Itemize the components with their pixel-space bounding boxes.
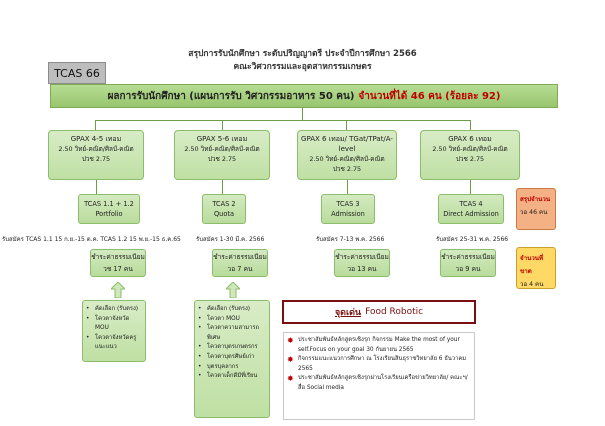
gpax-box-4 — [420, 130, 520, 180]
list2-item: โควตาความสามารถพิเศษ — [207, 325, 259, 341]
summary-missing-value: วอ 4 คน — [520, 281, 544, 288]
gpax-line2-3: ปวช 2.75 — [332, 165, 362, 173]
summary-total-box — [516, 188, 556, 230]
gpax-head-1: GPAX 4-5 เทอม — [70, 135, 122, 143]
fee-label-2: ชำระค่าธรรมเนียม — [213, 253, 267, 261]
activity-item: ประชาสัมพันธ์หลักสูตรเชิงรุก กิจกรรม Make the most of your self.Focus on your goal 30 กันยายน 2565 — [298, 337, 460, 353]
tcas-tab: TCAS 66 — [48, 62, 106, 84]
fee-label-4: ชำระค่าธรรมเนียม — [441, 253, 495, 261]
summary-missing-label: จำนวนที่ขาด — [520, 255, 544, 275]
fee-count-3: วอ 13 คน — [347, 265, 377, 273]
connector-drop-3 — [346, 120, 347, 130]
highlight-text: Food Robotic — [365, 307, 424, 317]
fee-box-2 — [212, 249, 268, 277]
quota-list-1: • คัดเลือก (รับตรง) • โควตาจังหวัด MOU • โควตาจังหวัดครู แนะแนว — [82, 300, 146, 362]
gpax-line2-1: ปวช 2.75 — [81, 155, 111, 163]
summary-total-value: วอ 46 คน — [520, 209, 548, 216]
round-title-3: TCAS 3 — [336, 200, 360, 208]
fee-box-1 — [90, 249, 146, 277]
list1-item: โควตาจังหวัดครู แนะแนว — [95, 334, 137, 351]
highlight-box — [282, 300, 476, 324]
connector-round-4 — [470, 180, 471, 194]
round-subtitle-4: Direct Admission — [443, 210, 499, 218]
gpax-line1-4: 2.50 วิทย์-คณิต/ศิลป์-คณิต — [432, 145, 508, 153]
round-title-2: TCAS 2 — [212, 200, 236, 208]
gpax-box-2 — [174, 130, 270, 180]
list1-item: โควตาจังหวัด MOU — [95, 315, 130, 332]
fee-label-3: ชำระค่าธรรมเนียม — [335, 253, 389, 261]
connector-drop-4 — [470, 120, 471, 130]
round-box-1 — [78, 194, 140, 224]
summary-total-label: สรุปจำนวน — [520, 196, 551, 203]
connector-round-1 — [96, 180, 97, 194]
list1-item: คัดเลือก (รับตรง) — [95, 306, 139, 312]
registration-1: รับสมัคร TCAS 1.1 15 ก.ย.-15 ต.ค. TCAS 1.2 15 พ.ย.-15 ธ.ค.65 — [2, 236, 181, 243]
summary-missing-box — [516, 247, 556, 289]
quota-list-2: • คัดเลือก (รับตรง) • โควตา MOU • โควตาความสามารถพิเศษ • โควตาบุตรเกษตรกร • โควตาบุตรศิษย์เก่า • บุตรบุคลากร • โควตาเด็กดีมีที่เรียน — [194, 300, 270, 418]
fee-count-1: วช 17 คน — [103, 265, 133, 273]
activities-box — [283, 332, 475, 420]
activity-item: กิจกรรมแนะแนวการศึกษา ณ โรงเรียนสินธุราชวิทยาลัย 6 ธันวาคม 2565 — [298, 356, 467, 372]
fee-count-4: วอ 9 คน — [455, 265, 481, 273]
registration-2: รับสมัคร 1-30 มี.ค. 2566 — [196, 236, 265, 243]
gpax-line2-4: ปวช 2.75 — [455, 155, 485, 163]
results-highlight: จำนวนที่ได้ 46 คน (ร้อยละ 92) — [358, 90, 501, 102]
activity-item: ประชาสัมพันธ์หลักสูตรเชิงรุกผ่านโรงเรียนเครือข่ายวิทยาลัย/ คณะฯ/สื่อ Social media — [298, 375, 468, 391]
results-text: ผลการรับนักศึกษา (แผนการรับ วิศวกรรมอาหาร 50 คน) — [107, 90, 355, 102]
registration-4: รับสมัคร 25-31 พ.ค. 2566 — [436, 236, 509, 243]
results-banner — [50, 84, 558, 108]
starburst-icon: ✸ — [287, 374, 294, 383]
fee-box-3 — [334, 249, 390, 277]
connector-drop-1 — [95, 120, 96, 130]
gpax-box-1 — [48, 130, 144, 180]
round-subtitle-2: Quota — [213, 210, 235, 218]
faculty-subtitle: คณะวิศวกรรมและอุตสาหกรรมเกษตร — [233, 62, 372, 72]
gpax-line1-1: 2.50 วิทย์-คณิต/ศิลป์-คณิต — [58, 145, 134, 153]
connector-round-2 — [222, 180, 223, 194]
list2-item: บุตรบุคลากร — [207, 363, 239, 370]
registration-3: รับสมัคร 7-13 พ.ค. 2566 — [316, 236, 385, 243]
round-title-1: TCAS 1.1 + 1.2 — [84, 200, 134, 208]
round-box-3 — [321, 194, 375, 224]
round-subtitle-1: Portfolio — [95, 210, 123, 218]
up-arrow-icon — [226, 282, 240, 298]
connector-drop-2 — [222, 120, 223, 130]
round-title-4: TCAS 4 — [459, 200, 483, 208]
round-subtitle-3: Admission — [331, 210, 365, 218]
round-box-4 — [438, 194, 504, 224]
fee-count-2: วอ 7 คน — [227, 265, 253, 273]
connector-trunk — [302, 108, 303, 120]
gpax-head-3: GPAX 6 เทอม/ TGat/TPat/A-level — [301, 135, 393, 153]
connector-bar — [95, 120, 470, 121]
gpax-line1-2: 2.50 วิทย์-คณิต/ศิลป์-คณิต — [184, 145, 260, 153]
fee-label-1: ชำระค่าธรรมเนียม — [91, 253, 145, 261]
gpax-head-4: GPAX 6 เทอม — [448, 135, 492, 143]
fee-box-4 — [440, 249, 496, 277]
gpax-line2-2: ปวช 2.75 — [207, 155, 237, 163]
gpax-head-2: GPAX 5-6 เทอม — [196, 135, 248, 143]
list2-item: โควตา MOU — [207, 315, 240, 322]
connector-round-3 — [347, 180, 348, 194]
gpax-line1-3: 2.50 วิทย์-คณิต/ศิลป์-คณิต — [309, 155, 385, 163]
gpax-box-3 — [297, 130, 397, 180]
list2-item: โควตาบุตรเกษตรกร — [207, 344, 258, 351]
list2-item: โควตาเด็กดีมีที่เรียน — [207, 373, 258, 380]
page-title: สรุปการรับนักศึกษา ระดับปริญญาตรี ประจำปีการศึกษา 2566 — [188, 49, 417, 59]
up-arrow-icon — [111, 282, 125, 298]
list2-item: โควตาบุตรศิษย์เก่า — [207, 353, 255, 360]
round-box-2 — [202, 194, 246, 224]
list2-item: คัดเลือก (รับตรง) — [207, 306, 251, 312]
starburst-icon: ✸ — [287, 355, 294, 364]
starburst-icon: ✸ — [287, 336, 294, 345]
highlight-label: จุดเด่น — [334, 308, 362, 318]
